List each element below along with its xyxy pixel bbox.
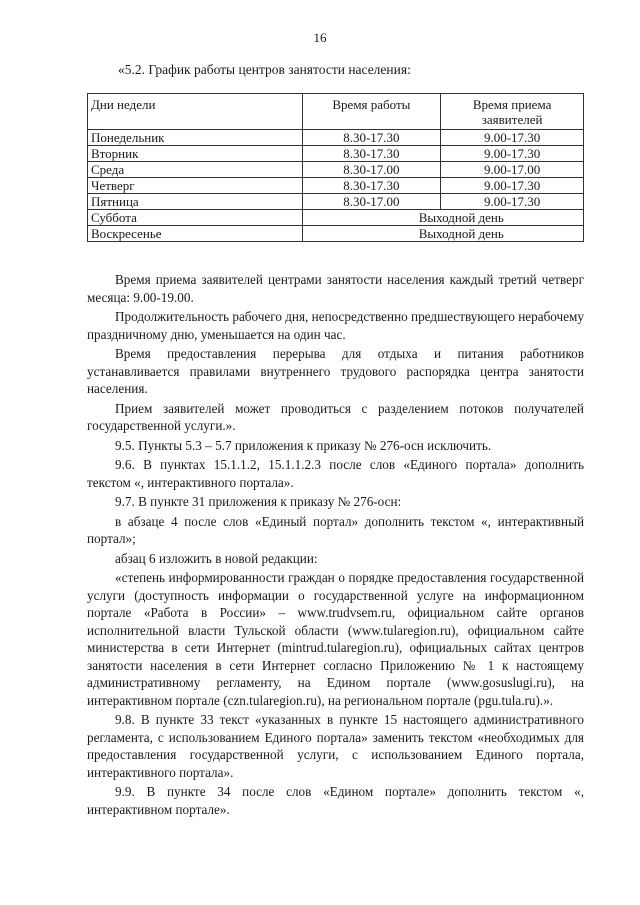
paragraph: в абзаце 4 после слов «Единый портал» дополнить текстом «, интерактивный портал»;: [87, 513, 584, 546]
day-off-cell: Выходной день: [302, 210, 583, 226]
reception-hours-cell: 9.00-17.30: [441, 146, 584, 162]
reception-hours-cell: 9.00-17.30: [441, 194, 584, 210]
paragraph: 9.7. В пункте 31 приложения к приказу № 276-осн:: [115, 494, 402, 509]
table-row: [88, 178, 584, 194]
section-caption: «5.2. График работы центров занятости населения:: [118, 62, 411, 77]
day-off-cell: Выходной день: [302, 226, 583, 242]
paragraph: 9.8. В пункте 33 текст «указанных в пункте 15 настоящего административного регламента, с использованием Единого портала» заменить текстом «необходимых для предоставления государственной услуги, с использованием Единого портала, интерактивного портала».: [87, 712, 584, 780]
work-hours-cell: 8.30-17.30: [302, 130, 441, 146]
paragraph: Время предоставления перерыва для отдыха и питания работников устанавливается правилами внутреннего трудового распорядка центра занятости населения.: [87, 346, 584, 396]
paragraph: Прием заявителей может проводиться с разделением потоков получателей государственной услуги.».: [87, 400, 584, 433]
day-cell: Пятница: [88, 194, 303, 210]
day-cell: Воскресенье: [88, 226, 303, 242]
paragraph: 9.5. Пункты 5.3 – 5.7 приложения к приказу № 276-осн исключить.: [115, 437, 492, 453]
reception-hours-cell: 9.00-17.30: [441, 178, 584, 194]
table-header-row: [88, 94, 584, 130]
paragraph: «степень информированности граждан о порядке предоставления государственной услуги (доступность информации о государственной услуге на информационном портале «Работа в России» – www.trudvsem.ru, официальном сайте органов исполнительной власти Тульской области (www.tularegion.ru), официальном сайте министерства в сети Интернет (mintrud.tularegion.ru), официальных сайтах центров занятости населения в сети Интернет согласно Приложению № 1 к настоящему административному регламенту, на Едином портале (www.gosuslugi.ru), на интерактивном портале (czn.tularegion.ru), на региональном портале (pgu.tula.ru).».: [87, 570, 584, 708]
work-hours-cell: 8.30-17.00: [302, 162, 441, 178]
table-row: [88, 146, 584, 162]
work-hours-cell: 8.30-17.00: [302, 194, 441, 210]
work-hours-cell: 8.30-17.30: [302, 178, 441, 194]
table-row: [88, 130, 584, 146]
paragraph: 9.6. В пунктах 15.1.1.2, 15.1.1.2.3 после слов «Единого портала» дополнить текстом «, интерактивного портала».: [87, 457, 584, 490]
work-hours-cell: 8.30-17.30: [302, 146, 441, 162]
paragraph: абзац 6 изложить в новой редакции:: [115, 550, 318, 566]
schedule-table: [87, 93, 584, 242]
day-cell: Понедельник: [88, 130, 303, 146]
body-text: [87, 271, 584, 820]
day-cell: Четверг: [88, 178, 303, 194]
reception-hours-cell: 9.00-17.30: [441, 130, 584, 146]
paragraph: 9.9. В пункте 34 после слов «Едином портале» дополнить текстом «, интерактивном портале».: [87, 784, 584, 817]
paragraph: Время приема заявителей центрами занятости населения каждый третий четверг месяца: 9.00-19.00.: [87, 272, 584, 305]
day-cell: Среда: [88, 162, 303, 178]
header-days: Дни недели: [88, 94, 303, 130]
day-cell: Вторник: [88, 146, 303, 162]
table-row: [88, 210, 584, 226]
reception-hours-cell: 9.00-17.00: [441, 162, 584, 178]
table-row: [88, 226, 584, 242]
paragraph: Продолжительность рабочего дня, непосредственно предшествующего нерабочему праздничному дню, уменьшается на один час.: [87, 309, 584, 342]
page-number: 16: [313, 30, 327, 45]
header-reception-hours: Время приема заявителей: [441, 94, 584, 130]
table-row: [88, 194, 584, 210]
day-cell: Суббота: [88, 210, 303, 226]
header-work-hours: Время работы: [302, 94, 441, 130]
table-row: [88, 162, 584, 178]
